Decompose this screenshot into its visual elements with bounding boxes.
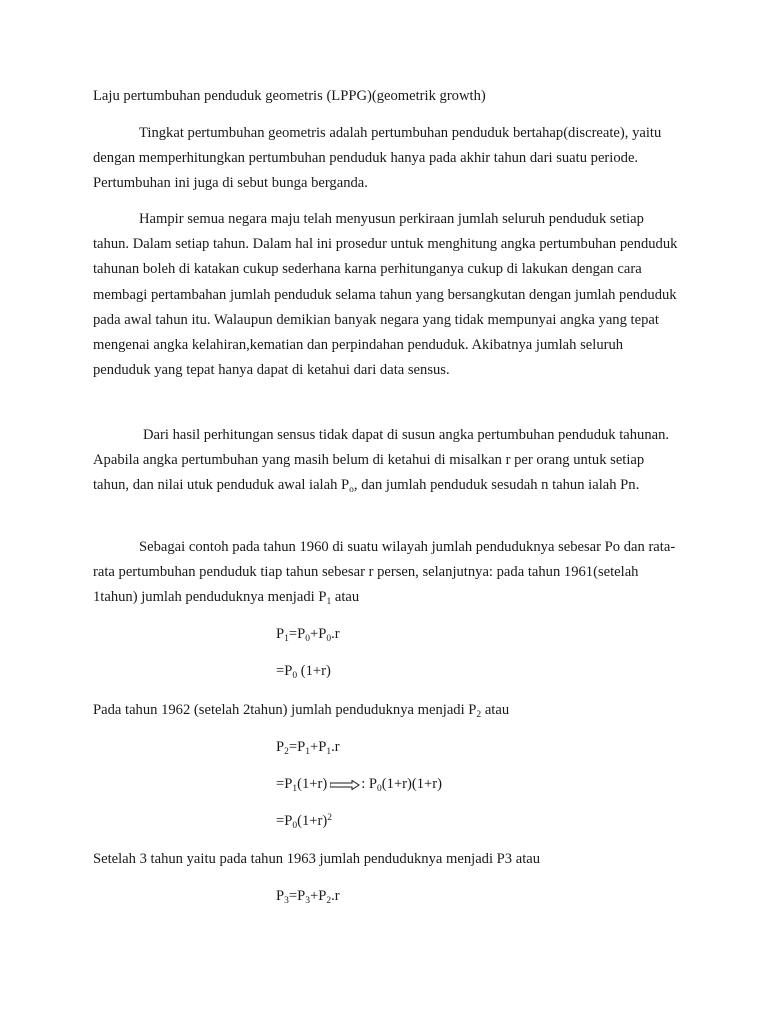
equation-p2-squared: $=P_0(1+r)^2$ (276, 813, 332, 831)
line-1962: Pada tahun 1962 (setelah 2tahun) jumlah penduduknya menjadi $P_2$ atau (93, 702, 510, 720)
equation-p1-factored: $=P_0$ (1+r) (276, 663, 331, 681)
paragraph-2-text: Hampir semua negara maju telah menyusun perkiraan jumlah seluruh penduduk setiap tahun. Dalam setiap tahun. Dalam hal ini prosedur untuk menghitung angka pertumbuhan penduduk tahunan boleh di katakan cukup sederhana karna perhitunganya cukup di lakukan dengan cara membagi pertambahan jumlah penduduk selama tahun yang bersangkutan dengan jumlah penduduk pada awal tahun itu. Walaupun demikian banyak negara yang tidak mempunyai angka yang tepat mengenai angka kelahiran,kematian dan perpindahan penduduk. Akibatnya jumlah seluruh penduduk yang tepat hanya dapat di ketahui dari data sensus. (93, 211, 678, 379)
document-title: Laju pertumbuhan penduduk geometris (LPPG)(geometrik growth) (93, 88, 486, 104)
equation-p2-expanded: $=P_1(1+r)$ : $P_0(1+r)(1+r)$ (276, 776, 443, 794)
paragraph-1 (93, 121, 683, 197)
equation-p3: $P_3=P_3+P_2.r$ (276, 888, 340, 906)
equation-p2: $P_2=P_1+P_1.r$ (276, 739, 340, 757)
right-arrow-icon (330, 780, 360, 790)
paragraph-3-text: Dari hasil perhitungan sensus tidak dapat di susun angka pertumbuhan penduduk tahunan. Apabila angka pertumbuhan yang masih belum di ketahui di misalkan r per orang untuk setiap tahun, dan nilai utuk penduduk awal ialah P (93, 427, 670, 494)
paragraph-4-tail: atau (331, 589, 360, 606)
paragraph-4-text: Sebagai contoh pada tahun 1960 di suatu wilayah jumlah penduduknya sebesar Po dan rata-rata pertumbuhan penduduk tiap tahun sebesar r persen, selanjutnya: pada tahun 1961(setelah 1tahun) jumlah penduduknya menjadi P (93, 539, 676, 606)
paragraph-3-tail: , dan jumlah penduduk sesudah n tahun ialah Pn. (353, 477, 640, 494)
paragraph-2 (93, 207, 683, 383)
paragraph-4 (93, 535, 683, 611)
paragraph-3 (93, 423, 683, 499)
paragraph-1-text: Tingkat pertumbuhan geometris adalah pertumbuhan penduduk bertahap(discreate), yaitu dengan memperhitungkan pertumbuhan penduduk hanya pada akhir tahun dari suatu periode. Pertumbuhan ini juga di sebut bunga berganda. (93, 125, 662, 192)
equation-p1: $P_1=P_0+P_0.r$ (276, 626, 340, 644)
line-1963: Setelah 3 tahun yaitu pada tahun 1963 jumlah penduduknya menjadi P3 atau (93, 851, 541, 867)
p0-subscript: o (349, 485, 354, 496)
p1-subscript: 1 (326, 597, 332, 608)
